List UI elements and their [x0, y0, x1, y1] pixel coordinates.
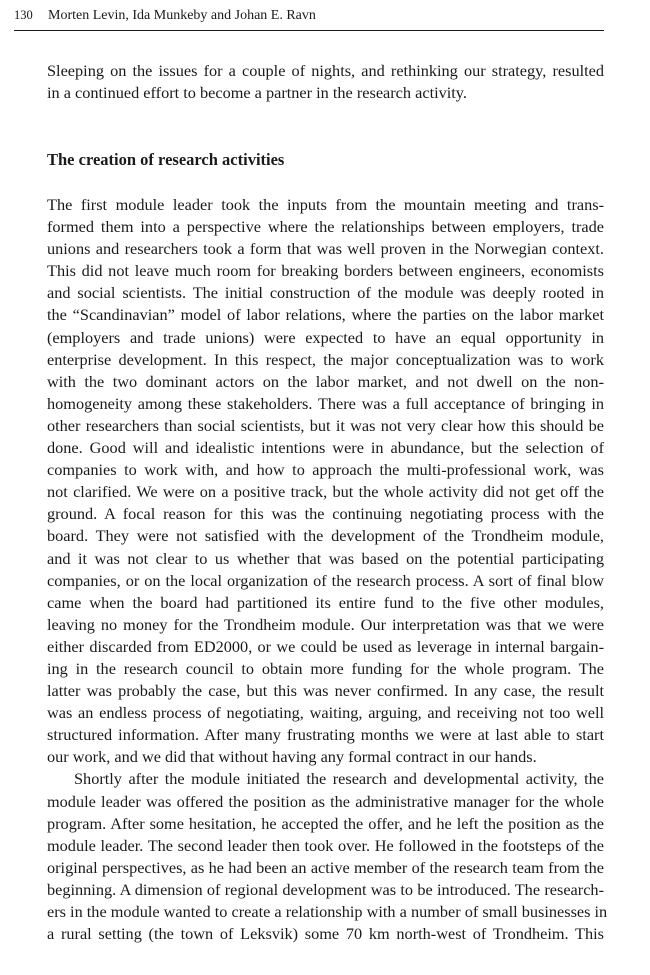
intro-paragraph-block [47, 60, 604, 104]
text-line: either discarded from ED2000, or we could be used as leverage in internal bargain- [47, 636, 604, 656]
text-line: the “Scandinavian” model of labor relations, where the parties on the labor market [47, 305, 604, 325]
text-line: ground. A focal reason for this was the continuing negotiating process with the [47, 504, 604, 524]
text-line: formed them into a perspective where the relationships between employers, trade [47, 217, 604, 237]
section-heading-block [47, 149, 284, 171]
text-line: latter was probably the case, but this was never confirmed. In any case, the result [47, 681, 604, 701]
text-line: ing in the research council to obtain more funding for the whole program. The [47, 658, 604, 678]
text-line: was an endless process of negotiating, waiting, arguing, and receiving not too well [47, 703, 604, 723]
body-paragraph-1 [47, 194, 604, 768]
text-line: original perspectives, as he had been an active member of the research team from the [47, 857, 604, 877]
text-line: and it was not clear to us whether that was based on the potential participating [47, 548, 604, 568]
body-paragraph-2 [47, 768, 608, 945]
text-line: with the two dominant actors on the labor market, and not dwell on the non- [47, 371, 604, 391]
text-line: The first module leader took the inputs from the mountain meeting and trans- [47, 195, 604, 214]
text-line: module leader. The second leader then took over. He followed in the footsteps of the [47, 835, 604, 855]
text-line: Sleeping on the issues for a couple of nights, and rethinking our strategy, resulted [47, 61, 604, 80]
text-line: homogeneity among these stakeholders. There was a full acceptance of bringing in [47, 393, 604, 413]
text-line: ers in the module wanted to create a relationship with a number of small businesses in [47, 902, 608, 921]
text-line: not clarified. We were on a positive track, but the whole activity did not get off the [47, 482, 604, 502]
text-line: came when the board had partitioned its entire fund to the five other modules, [47, 592, 604, 612]
intro-paragraph [47, 60, 604, 104]
text-line: in a continued effort to become a partner in the research activity. [47, 83, 467, 103]
text-line: other researchers than social scientists, but it was not very clear how this should be [47, 415, 604, 435]
text-line: Shortly after the module initiated the research and developmental activity, the [74, 769, 604, 789]
text-line: board. They were not satisfied with the development of the Trondheim module, [47, 526, 604, 546]
text-line: structured information. After many frustrating months we were at last able to start [47, 725, 604, 745]
text-line: (employers and trade unions) were expected to have an equal opportunity in [47, 327, 604, 347]
text-line: our work, and we did that without having any formal contract in our hands. [47, 747, 537, 767]
header-rule [14, 30, 604, 31]
text-line: program. After some hesitation, he accepted the offer, and he left the position as the [47, 813, 604, 833]
text-line: beginning. A dimension of regional development was to be introduced. The research- [47, 879, 604, 899]
text-line: done. Good will and idealistic intentions were in abundance, but the selection of [47, 438, 604, 458]
text-line: companies, or on the local organization of the research process. A sort of final blow [47, 570, 604, 590]
page-number: 130 [14, 8, 33, 22]
running-head-authors: Morten Levin, Ida Munkeby and Johan E. Ravn [48, 8, 316, 23]
text-line: companies to work with, and how to approach the multi-professional work, was [47, 460, 604, 480]
section-body [47, 194, 608, 945]
text-line: and social scientists. The initial construction of the module was deeply rooted in [47, 283, 604, 303]
text-line: This did not leave much room for breaking borders between engineers, economists [47, 261, 604, 281]
text-line: a rural setting (the town of Leksvik) some 70 km north-west of Trondheim. This [47, 924, 604, 944]
text-line: leaving no money for the Trondheim module. Our interpretation was that we were [47, 614, 604, 634]
section-heading: The creation of research activities [47, 150, 285, 169]
text-line: enterprise development. In this respect, the major conceptualization was to work [47, 349, 604, 369]
running-head [14, 5, 604, 29]
text-line: module leader was offered the position as the administrative manager for the whole [47, 791, 604, 811]
text-line: unions and researchers took a form that was well proven in the Norwegian context. [47, 239, 604, 259]
